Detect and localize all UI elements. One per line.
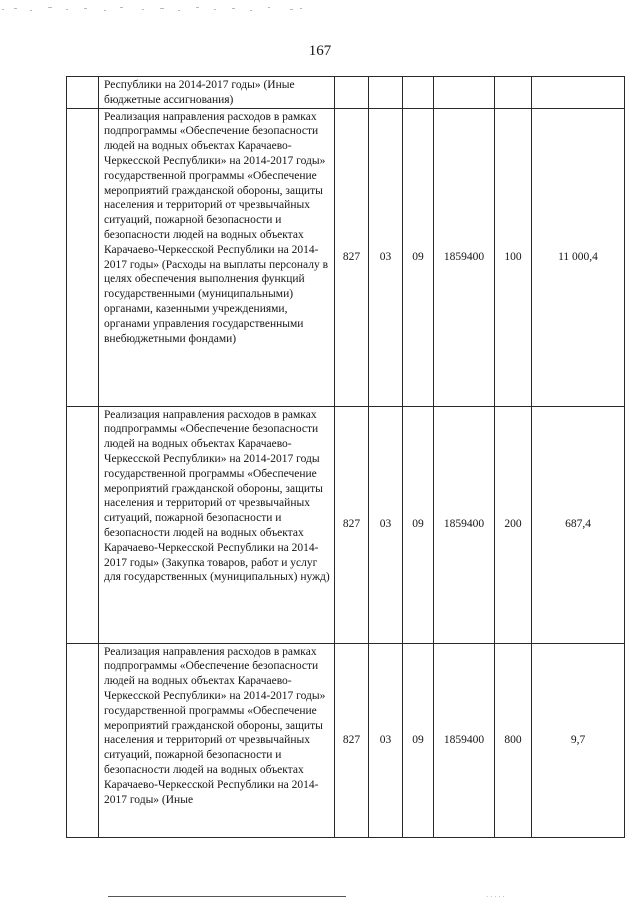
table-row — [67, 406, 625, 643]
target-article-cell: 1859400 — [434, 406, 495, 643]
amount-cell — [532, 77, 625, 109]
bottom-rule — [108, 896, 346, 897]
page-number: 167 — [308, 43, 332, 59]
description-cell: Реализация направления расходов в рамках подпрограммы «Обеспечение безопасности людей на водных объектах Карачаево-Черкесской Республики» на 2014-2017 годы» государственной программы «Обеспечение мероприятий гражданской обороны, защиты населения и территорий от чрезвычайных ситуаций, пожарной безопасности и безопасности людей на водных объектах Карачаево-Черкесской Республики на 2014-2017 годы» (Иные — [99, 643, 335, 837]
table-row — [67, 77, 625, 109]
expense-type-cell: 200 — [495, 406, 532, 643]
subsection-code-cell: 09 — [403, 108, 434, 406]
section-code-cell: 03 — [369, 406, 403, 643]
table-row — [67, 643, 625, 837]
expense-type-cell: 800 — [495, 643, 532, 837]
ministry-code-cell: 827 — [335, 643, 369, 837]
target-article-cell: 1859400 — [434, 643, 495, 837]
expense-type-cell: 100 — [495, 108, 532, 406]
description-cell: Республики на 2014-2017 годы» (Иные бюджетные ассигнования) — [99, 77, 335, 109]
section-code-cell: 03 — [369, 643, 403, 837]
ministry-code-cell: 827 — [335, 406, 369, 643]
amount-cell: 11 000,4 — [532, 108, 625, 406]
subsection-code-cell: 09 — [403, 643, 434, 837]
section-code-cell — [369, 77, 403, 109]
subsection-code-cell — [403, 77, 434, 109]
row-number-cell — [67, 406, 99, 643]
scan-noise-strip — [0, 0, 640, 20]
target-article-cell — [434, 77, 495, 109]
expense-type-cell — [495, 77, 532, 109]
bottom-scan-marks: · · · · · — [486, 893, 505, 901]
section-code-cell: 03 — [369, 108, 403, 406]
description-cell: Реализация направления расходов в рамках подпрограммы «Обеспечение безопасности людей на водных объектах Карачаево-Черкесской Республики» на 2014-2017 годы государственной программы «Обеспечение мероприятий гражданской обороны, защиты населения и территорий от чрезвычайных ситуаций, пожарной безопасности и безопасности людей на водных объектах Карачаево-Черкесской Республики на 2014-2017 годы» (Закупка товаров, работ и услуг для государственных (муниципальных) нужд) — [99, 406, 335, 643]
target-article-cell: 1859400 — [434, 108, 495, 406]
description-cell: Реализация направления расходов в рамках подпрограммы «Обеспечение безопасности людей на водных объектах Карачаево-Черкесской Республики» на 2014-2017 годы» государственной программы «Обеспечение мероприятий гражданской обороны, защиты населения и территорий от чрезвычайных ситуаций, пожарной безопасности и безопасности людей на водных объектах Карачаево-Черкесской Республики на 2014-2017 годы» (Расходы на выплаты персоналу в целях обеспечения выполнения функций государственными (муниципальными) органами, казенными учреждениями, органами управления государственными внебюджетными фондами) — [99, 108, 335, 406]
ministry-code-cell — [335, 77, 369, 109]
budget-table — [66, 76, 625, 838]
subsection-code-cell: 09 — [403, 406, 434, 643]
ministry-code-cell: 827 — [335, 108, 369, 406]
row-number-cell — [67, 77, 99, 109]
table-row — [67, 108, 625, 406]
row-number-cell — [67, 108, 99, 406]
row-number-cell — [67, 643, 99, 837]
amount-cell: 687,4 — [532, 406, 625, 643]
amount-cell: 9,7 — [532, 643, 625, 837]
